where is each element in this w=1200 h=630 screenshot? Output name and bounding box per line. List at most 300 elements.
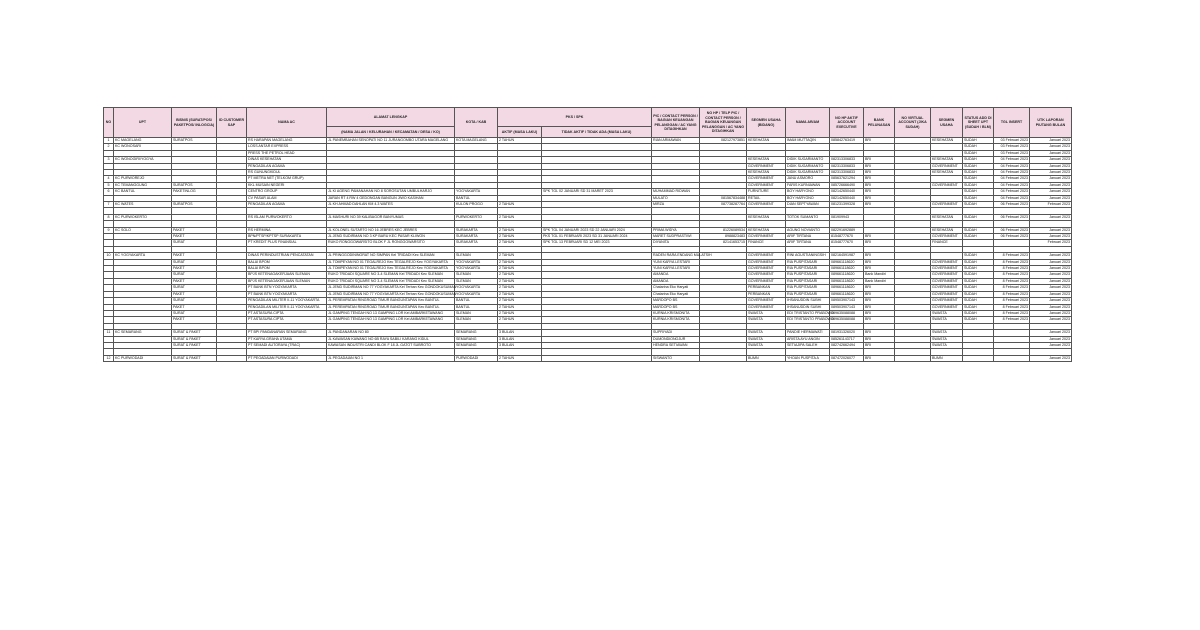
cell-alamat[interactable]: RUKO TRIDADI SQUARE NO 3-4 SLEMAN Kel TRIDADI Kec SLEMAN (327, 272, 455, 278)
cell-bank[interactable]: BRI (864, 259, 895, 265)
cell-tgl[interactable]: 04 Februari 2023 (994, 195, 1030, 201)
cell-segmen[interactable]: BUMN (931, 355, 963, 361)
cell-pic[interactable]: YUNI KARYA LESTARI (652, 259, 700, 265)
cell-no[interactable]: 5 (104, 182, 114, 188)
cell-tidak[interactable]: SPK TGL 13 FEBRUARI SD 12 MEI 2023 (542, 240, 652, 246)
cell-bank[interactable]: BRI (864, 170, 895, 176)
cell-upt[interactable]: KC WONOGIRI/YOGYA (114, 157, 172, 163)
cell-bidang[interactable]: KESEHATAN (747, 170, 786, 176)
cell-nama[interactable]: BALAI BPOM (247, 259, 327, 265)
cell-bank[interactable]: BRI (864, 285, 895, 291)
cell-alamat[interactable]: JL PEREMPATAN RINGROAD TIMUR BANGUNTAPAN Kec BANTUL (327, 298, 455, 304)
cell-pic[interactable]: MIRZA (652, 202, 700, 208)
cell-no[interactable]: 10 (104, 253, 114, 259)
cell-tgl[interactable]: 06 Februari 2023 (994, 227, 1030, 233)
cell-ar[interactable]: ARISTA AYU ANGIN (786, 336, 830, 342)
cell-ar[interactable]: TOTOK SUMANTO (786, 214, 830, 220)
cell-status[interactable]: SUDAH (963, 310, 994, 316)
cell-bidang[interactable]: GOVERNMENT (747, 298, 786, 304)
cell-nama[interactable]: PRESS THE PETROL HEAD (247, 150, 327, 156)
cell-no[interactable]: 7 (104, 202, 114, 208)
cell-segmen[interactable]: KESEHATAN (931, 170, 963, 176)
cell-hp_ar[interactable]: 085637621294 (830, 176, 864, 182)
cell-hp_ar[interactable]: 082291692889 (830, 227, 864, 233)
cell-hp_ar[interactable]: 085842763419 (830, 138, 864, 144)
cell-ar[interactable]: RIA PUSPITASARI (786, 266, 830, 272)
cell-kota[interactable]: BANTUL (455, 195, 498, 201)
cell-upt[interactable]: KC TEMANGGUNG (114, 182, 172, 188)
cell-tgl[interactable]: 03 Februari 2023 (994, 138, 1030, 144)
cell-kota[interactable]: KOTA MAGELANG (455, 138, 498, 144)
cell-tgl[interactable]: 8 Februari 2023 (994, 259, 1030, 265)
cell-bank[interactable]: BRI (864, 182, 895, 188)
cell-alamat[interactable]: JL JEND SUDIRMAN NO 77 YOGYAKARTA Kel Terban Kec GONDOKUSUMAN (328, 285, 457, 290)
cell-pic[interactable]: DUMONDIONOJUR (652, 336, 700, 342)
cell-segmen[interactable]: SWASTA (931, 330, 963, 336)
cell-tgl[interactable] (994, 355, 1030, 361)
cell-tgl[interactable]: 8 Februari 2023 (994, 298, 1030, 304)
cell-bank[interactable]: BRI (864, 163, 895, 169)
cell-alamat[interactable]: JL TOMPEYAN NO 01 TEGALREJO Kec TEGALREJO Kec YOGYAKARTA (327, 266, 455, 272)
cell-bulan[interactable]: Januari 2023 (1030, 234, 1072, 240)
cell-status[interactable]: SUDAH (963, 253, 994, 259)
cell-bulan[interactable]: Januari 2023 (1030, 304, 1072, 310)
cell-bidang[interactable]: KESEHATAN (747, 138, 786, 144)
cell-kota[interactable]: PURWOKERTO (455, 214, 498, 220)
cell-upt[interactable]: KC PURWOREJO (114, 176, 172, 182)
cell-hp_ar[interactable]: 81548777670 (830, 234, 864, 240)
cell-hp_ar[interactable]: 085726666490 (830, 182, 864, 188)
cell-bidang[interactable]: FURNITURE (747, 189, 786, 195)
cell-nama[interactable]: KKL MUSAIN NEGERI (247, 182, 327, 188)
cell-bank[interactable]: BRI (864, 266, 895, 272)
cell-hp[interactable]: 82141653715 (700, 240, 747, 246)
cell-tgl[interactable]: 8 Februari 2023 (994, 304, 1030, 310)
cell-hp_ar[interactable]: 089635088088 (830, 310, 864, 316)
cell-aktif[interactable]: 2 TAHUN (498, 285, 542, 291)
cell-hp_ar[interactable]: 089661118620 (830, 266, 864, 272)
cell-ar[interactable]: BOY HARYONO (786, 189, 830, 195)
cell-kota[interactable]: SEMARANG (455, 336, 498, 342)
cell-segmen[interactable]: GOVERNMENT (931, 298, 963, 304)
cell-bulan[interactable]: Januari 2023 (1030, 330, 1072, 336)
cell-pic[interactable]: Chatarina Eko Haryati (652, 285, 700, 291)
cell-aktif[interactable]: 2 TAHUN (498, 278, 542, 284)
cell-bank[interactable]: BRI (864, 342, 895, 348)
cell-pic[interactable]: MARET SUDPRASTIWI (652, 234, 700, 240)
cell-tgl[interactable]: 04 Februari 2023 (994, 176, 1030, 182)
cell-bank[interactable]: BRI (864, 189, 895, 195)
cell-status[interactable]: SUDAH (963, 272, 994, 278)
cell-bidang[interactable]: SWASTA (747, 317, 786, 323)
cell-nama[interactable]: BPN/PTSP/KPTSP SURAKARTA (247, 234, 327, 240)
cell-bulan[interactable]: Januari 2023 (1030, 144, 1072, 150)
cell-bank[interactable]: BRI (864, 330, 895, 336)
cell-status[interactable]: SUDAH (963, 138, 994, 144)
cell-tgl[interactable]: 04 Februari 2023 (994, 163, 1030, 169)
cell-tgl[interactable]: 04 Februari 2023 (994, 182, 1030, 188)
cell-nama[interactable]: PENGADILAN AGAMA (247, 202, 327, 208)
cell-bisnis[interactable]: SURAT & PAKET (172, 336, 217, 342)
cell-bidang[interactable]: FINANCE (747, 240, 786, 246)
cell-segmen[interactable]: KESEHATAN (931, 227, 963, 233)
cell-no[interactable]: 12 (104, 355, 114, 361)
cell-segmen[interactable]: KESEHATAN (931, 157, 963, 163)
cell-bulan[interactable]: Januari 2023 (1030, 253, 1072, 259)
cell-tgl[interactable]: 06 Februari 2023 (994, 234, 1030, 240)
cell-tgl[interactable]: 06 Februari 2023 (994, 202, 1030, 208)
cell-alamat[interactable]: JL GAMPING TENGAH NO 13 GAMPING LOR Kel AMBARKETAWANG (327, 310, 455, 316)
cell-bank[interactable]: BRI (864, 336, 895, 342)
cell-kota[interactable]: SLEMAN (455, 310, 498, 316)
cell-bidang[interactable]: RETAIL (747, 195, 786, 201)
cell-bidang[interactable]: GOVERNMENT (747, 278, 786, 284)
cell-kota[interactable]: SURAKARTA (455, 240, 498, 246)
cell-kota[interactable]: SURAKARTA (455, 234, 498, 240)
cell-upt[interactable]: KC WATES (114, 202, 172, 208)
cell-ar[interactable]: RIA PUSPITASARI (786, 285, 830, 291)
cell-kota[interactable]: PURWODADI (455, 355, 498, 361)
cell-bidang[interactable]: GOVERNMENT (747, 176, 786, 182)
cell-nama[interactable]: PENGADILAN AGAMA (247, 163, 327, 169)
cell-bidang[interactable]: KESEHATAN (747, 214, 786, 220)
cell-segmen[interactable]: KESEHATAN (931, 214, 963, 220)
cell-bulan[interactable]: Januari 2023 (1030, 336, 1072, 342)
cell-hp[interactable]: 81226089534 (700, 227, 747, 233)
cell-bisnis[interactable]: PAKET (172, 227, 217, 233)
cell-pic[interactable]: HENDRA SETIAWAN (652, 342, 700, 348)
cell-ar[interactable]: DIDIK SUGARMANTO (786, 170, 830, 176)
cell-bisnis[interactable]: SURAT & PAKET (172, 355, 217, 361)
cell-bulan[interactable]: Februari 2023 (1030, 240, 1072, 246)
cell-bulan[interactable]: Januari 2023 (1030, 170, 1072, 176)
cell-bulan[interactable]: Januari 2023 (1030, 227, 1072, 233)
cell-bulan[interactable]: Januari 2023 (1030, 182, 1072, 188)
cell-hp[interactable] (700, 355, 747, 361)
cell-hp_ar[interactable]: 085261143717 (830, 336, 864, 342)
cell-aktif[interactable]: 2 TAHUN (498, 253, 542, 259)
cell-pic[interactable]: PRIMA WIDYA (652, 227, 700, 233)
cell-segmen[interactable]: GOVERNMENT (931, 304, 963, 310)
cell-hp[interactable]: 087738287764 (700, 202, 747, 208)
cell-ar[interactable]: RIA PUSPITASARI (786, 278, 830, 284)
cell-status[interactable]: SUDAH (963, 285, 994, 291)
cell-segmen[interactable]: GOVERNMENT (931, 278, 963, 284)
cell-alamat[interactable]: RUKO TRIDADI SQUARE NO 3-4 SLEMAN Kel TRIDADI Kec SLEMAN (327, 278, 455, 284)
cell-bulan[interactable]: Februari 2023 (1030, 202, 1072, 208)
cell-status[interactable] (963, 355, 994, 361)
cell-no[interactable]: 8 (104, 214, 114, 220)
cell-bidang[interactable]: GOVERNMENT (747, 259, 786, 265)
cell-bank[interactable]: Bank Mandiri (864, 272, 895, 278)
cell-segmen[interactable]: SWASTA (931, 342, 963, 348)
cell-status[interactable]: SUDAH (963, 259, 994, 265)
cell-status[interactable]: SUDAH (963, 189, 994, 195)
cell-tgl[interactable]: 8 Februari 2023 (994, 285, 1030, 291)
cell-ar[interactable]: DIDIK SUGARMANTO (786, 157, 830, 163)
cell-bank[interactable]: BRI (864, 355, 895, 361)
cell-ar[interactable]: IMAM MUTTAQIN (786, 138, 830, 144)
cell-nama[interactable]: LOSS ANTAR EXPRESS (247, 144, 327, 150)
cell-kota[interactable]: SEMARANG (455, 330, 498, 336)
cell-bank[interactable]: BRI (864, 304, 895, 310)
cell-status[interactable]: SUDAH (963, 157, 994, 163)
cell-segmen[interactable]: GOVERNMENT (931, 259, 963, 265)
cell-status[interactable]: SUDAH (963, 182, 994, 188)
cell-bidang[interactable]: PERBANKAN (747, 285, 786, 291)
cell-nama[interactable]: DINAS PERINDUSTRIAN PENCATATAN (247, 253, 327, 259)
cell-pic[interactable]: MULATO (652, 195, 700, 201)
cell-bidang[interactable]: PERBANKAN (747, 291, 786, 297)
cell-bisnis[interactable]: PAKET (172, 317, 217, 323)
cell-upt[interactable]: KC SOLO (114, 227, 172, 233)
cell-bank[interactable]: BRI (864, 240, 895, 246)
cell-bidang[interactable]: GOVERNMENT (747, 304, 786, 310)
cell-alamat[interactable]: JL PANDANARAN NO 80 (327, 330, 455, 336)
cell-aktif[interactable]: 2 TAHUN (498, 259, 542, 265)
cell-bulan[interactable]: Januari 2023 (1030, 278, 1072, 284)
cell-status[interactable]: SUDAH (963, 278, 994, 284)
cell-kota[interactable]: BANTUL (455, 304, 498, 310)
cell-hp_ar[interactable]: 081909943 (830, 214, 864, 220)
cell-upt[interactable]: KC BANTUL (114, 189, 172, 195)
cell-bisnis[interactable]: SURAT (172, 259, 217, 265)
cell-bank[interactable]: BRI (864, 202, 895, 208)
cell-hp_ar[interactable]: 082313306833 (830, 157, 864, 163)
cell-nama[interactable]: RS HARAPAN MAGELANG (247, 138, 327, 144)
cell-hp_ar[interactable]: 087472026077 (830, 355, 864, 361)
cell-pic[interactable]: AMANDA (652, 272, 700, 278)
cell-aktif[interactable]: 2 TAHUN (498, 266, 542, 272)
cell-status[interactable]: SUDAH (963, 202, 994, 208)
cell-bank[interactable]: Bank Mandiri (864, 278, 895, 284)
cell-no[interactable]: 11 (104, 330, 114, 336)
cell-ar[interactable]: DIDIK SUGARMANTO (786, 163, 830, 169)
cell-ar[interactable]: IHSANUDDIN SUBHI (786, 304, 830, 310)
cell-alamat[interactable]: JARAN RT 4 RW 4 GEDONGAN BANGUN JIWO KASIHAN (327, 195, 455, 201)
cell-alamat[interactable]: RUKO RONGGOWARSITO BLOK F JL RONGGOWARSITO (327, 240, 455, 246)
cell-bulan[interactable]: Januari 2023 (1030, 272, 1072, 278)
cell-tgl[interactable]: 8 Februari 2023 (994, 317, 1030, 323)
cell-nama[interactable]: PT METRA NET (TELKOM GRUP) (247, 176, 327, 182)
cell-status[interactable]: SUDAH (963, 195, 994, 201)
cell-ar[interactable]: ARIF TIRTANA (786, 240, 830, 246)
cell-hp_ar[interactable]: 81548777670 (830, 240, 864, 246)
cell-segmen[interactable]: GOVERNMENT (931, 163, 963, 169)
cell-va[interactable] (895, 355, 931, 361)
cell-bank[interactable]: BRI (864, 253, 895, 259)
cell-ar[interactable]: FARIS KURNIAWAN (786, 182, 830, 188)
cell-segmen[interactable]: SWASTA (931, 336, 963, 342)
cell-kota[interactable]: KULON PROGO (455, 202, 498, 208)
cell-tidak[interactable]: SPK TGL 02 JANUARI SD 31 MARET 2023 (542, 189, 652, 195)
cell-bank[interactable]: BRI (864, 176, 895, 182)
cell-hp_ar[interactable]: 081931326020 (830, 330, 864, 336)
cell-bidang[interactable]: GOVERNMENT (747, 234, 786, 240)
cell-aktif[interactable]: 3 BULAN (498, 336, 542, 342)
cell-pic[interactable]: Chatarina Eko Haryati (652, 291, 700, 297)
cell-kota[interactable]: SLEMAN (455, 272, 498, 278)
cell-tgl[interactable]: 8 Februari 2023 (994, 278, 1030, 284)
cell-hp_ar[interactable]: 082164591987 (830, 253, 864, 259)
cell-tgl[interactable]: 04 Februari 2023 (994, 189, 1030, 195)
cell-ar[interactable]: RINI AGUSTIANINGSIH (786, 253, 830, 259)
cell-nama[interactable]: PT BANK BTN YOGYAKARTA (247, 291, 327, 297)
cell-aktif[interactable]: 2 TAHUN (498, 227, 542, 233)
cell-alamat[interactable]: JL MASHURI NO 39 KALIBAGOR BANYUMAS (327, 214, 455, 220)
cell-tgl[interactable]: 04 Februari 2023 (994, 170, 1030, 176)
cell-status[interactable]: SUDAH (963, 227, 994, 233)
cell-status[interactable]: SUDAH (963, 176, 994, 182)
cell-kota[interactable]: YOGYAKARTA (455, 259, 498, 265)
cell-bidang[interactable]: GOVERNMENT (747, 266, 786, 272)
cell-hp_ar[interactable]: 082142650440 (830, 195, 864, 201)
cell-pic[interactable]: AMANDA (652, 278, 700, 284)
cell-bisnis[interactable]: PAKET (172, 278, 217, 284)
cell-bisnis[interactable]: PAKET (172, 234, 217, 240)
cell-hp_ar[interactable]: 082742662494 (830, 342, 864, 348)
cell-kota[interactable]: YOGYAKARTA (455, 285, 498, 291)
cell-nama[interactable]: BALAI BPOM (247, 266, 327, 272)
cell-bidang[interactable]: GOVERNMENT (747, 253, 786, 259)
cell-bisnis[interactable]: PAKET (172, 253, 217, 259)
cell-ar[interactable]: IHSANUDDIN SUBHI (786, 298, 830, 304)
cell-kota[interactable]: YOGYAKARTA (455, 291, 498, 297)
cell-kota[interactable]: YOGYAKARTA (455, 189, 498, 195)
cell-nama[interactable]: PT SEMADI AUTORAYA (TRAC) (247, 342, 327, 348)
cell-aktif[interactable]: 3 BULAN (498, 342, 542, 348)
cell-hp_ar[interactable]: 089661118620 (830, 272, 864, 278)
cell-bulan[interactable]: Januari 2023 (1030, 214, 1072, 220)
cell-segmen[interactable]: GOVERNMENT (931, 182, 963, 188)
cell-aktif[interactable]: 2 TAHUN (498, 202, 542, 208)
cell-tgl[interactable]: 03 Februari 2023 (994, 150, 1030, 156)
cell-upt[interactable]: KC SEMARANG (114, 330, 172, 336)
cell-ar[interactable]: RIA PUSPITASARI (786, 259, 830, 265)
cell-hp_ar[interactable]: 089661118620 (830, 285, 864, 291)
cell-aktif[interactable]: 2 TAHUN (498, 214, 542, 220)
cell-nama[interactable]: RS GUNUNGKIDUL (247, 170, 327, 176)
cell-bank[interactable]: BRI (864, 298, 895, 304)
cell-hp_ar[interactable]: 082313306833 (830, 163, 864, 169)
cell-aktif[interactable]: 3 BULAN (498, 330, 542, 336)
cell-ar[interactable]: PANDIE HERMAWATI (786, 330, 830, 336)
cell-status[interactable]: SUDAH (963, 214, 994, 220)
cell-aktif[interactable]: 2 TAHUN (498, 298, 542, 304)
cell-segmen[interactable]: GOVERNMENT (931, 291, 963, 297)
cell-nama[interactable]: PT KREDIT PLUS FINANSIAL (247, 240, 327, 246)
cell-bisnis[interactable]: SURAT (172, 240, 217, 246)
cell-bank[interactable]: BRI (864, 195, 895, 201)
cell-segmen[interactable]: GOVERNMENT (931, 266, 963, 272)
cell-pic[interactable]: DIYANITA (652, 240, 700, 246)
cell-alamat[interactable]: JL KI AGENG PAMANAHAN NO 8 SOROSUTAN UMBULHARJO (327, 189, 455, 195)
cell-segmen[interactable]: GOVERNMENT (931, 272, 963, 278)
cell-segmen[interactable]: GOVERNMENT (931, 285, 963, 291)
cell-bisnis[interactable]: PAKET (172, 266, 217, 272)
cell-bulan[interactable]: Januari 2023 (1030, 317, 1072, 323)
cell-segmen[interactable]: GOVERNMENT (931, 234, 963, 240)
cell-bisnis[interactable]: PAKETINLOG (172, 189, 217, 195)
cell-nama[interactable]: CV PASAR ALAM (247, 195, 327, 201)
cell-nama[interactable]: PT KARYA GRAHA UTAMA (247, 336, 327, 342)
cell-ar[interactable]: RIA PUSPITASARI (786, 291, 830, 297)
cell-hp_ar[interactable]: 089661118620 (830, 278, 864, 284)
cell-nama[interactable]: PT BANK BTN YOGYAKARTA (247, 285, 327, 291)
cell-segmen[interactable]: SWASTA (931, 317, 963, 323)
cell-bidang[interactable]: KESEHATAN (747, 227, 786, 233)
cell-alamat[interactable]: JL PRINGGODININGRAT NO SIMPAN Kel TRIDADI Kec SLEMAN (327, 253, 455, 259)
cell-tgl[interactable]: 04 Februari 2023 (994, 157, 1030, 163)
cell-upt[interactable]: KC PURWOKERTO (114, 214, 172, 220)
cell-hp_ar[interactable]: 081231399328 (830, 202, 864, 208)
cell-hp_ar[interactable]: 089661118620 (830, 259, 864, 265)
cell-ar[interactable]: AGUNG NOVIANTO (786, 227, 830, 233)
cell-aktif[interactable]: 2 TAHUN (498, 304, 542, 310)
cell-no[interactable]: 9 (104, 227, 114, 233)
cell-pic[interactable]: KURNIA KRISMONITA (652, 317, 700, 323)
cell-hp_ar[interactable]: 089503907143 (830, 298, 864, 304)
cell-alamat[interactable]: JL GAMPING TENGAH NO 13 GAMPING LOR Kel AMBARKETAWANG (327, 317, 455, 323)
cell-nama[interactable]: PT BPI PANDANARAN SEMARANG (247, 330, 327, 336)
cell-bisnis[interactable]: SURAT (172, 298, 217, 304)
cell-bank[interactable]: BRI (864, 157, 895, 163)
cell-tidak[interactable]: SPK TGL 04 JANUARI 2023 SD 22 JANUARI 2024 (542, 227, 652, 233)
cell-hp[interactable]: 081567834488 (700, 195, 747, 201)
cell-ar[interactable]: RIA PUSPITASARI (786, 272, 830, 278)
cell-hp[interactable]: 8988823483 (700, 234, 747, 240)
cell-bank[interactable]: BRI (864, 310, 895, 316)
cell-kota[interactable]: SLEMAN (455, 278, 498, 284)
cell-hp_ar[interactable]: 089635088088 (830, 317, 864, 323)
cell-aktif[interactable]: 2 TAHUN (498, 272, 542, 278)
cell-pic[interactable]: RADEN RARA ENDANG MULATSIH (653, 253, 712, 258)
cell-pic[interactable]: SISWANTO (652, 355, 700, 361)
cell-aktif[interactable]: 2 TAHUN (498, 138, 542, 144)
cell-ar[interactable]: ARIF TIRTANA (786, 234, 830, 240)
cell-segmen[interactable]: FINANCE (931, 240, 963, 246)
cell-no[interactable]: 1 (104, 138, 114, 144)
cell-tidak[interactable]: PKS TGL 01 FEBRUARI 2023 SD 31 JANUARI 2024 (542, 234, 652, 240)
cell-tgl[interactable]: 8 Februari 2023 (994, 291, 1030, 297)
cell-bulan[interactable]: Januari 2023 (1030, 163, 1072, 169)
cell-status[interactable]: SUDAH (963, 317, 994, 323)
cell-upt[interactable]: KC MAGELANG (114, 138, 172, 144)
cell-bidang[interactable]: BUMN (747, 355, 786, 361)
cell-alamat[interactable]: JL PANEMBAHAN SENOPATI NO 11 JURANGOMBO UTARA MAGELANG (327, 138, 455, 144)
cell-bidang[interactable]: GOVERNMENT (747, 182, 786, 188)
cell-hp_ar[interactable]: 082142650440 (830, 189, 864, 195)
cell-bidang[interactable]: GOVERNMENT (747, 202, 786, 208)
cell-bulan[interactable]: Januari 2023 (1030, 355, 1072, 361)
cell-bisnis[interactable]: PAKET (172, 291, 217, 297)
cell-upt[interactable]: KC PURWODADI (114, 355, 172, 361)
cell-upt[interactable]: KC YOGYAKARTA (114, 253, 172, 259)
cell-aktif[interactable]: 2 TAHUN (498, 310, 542, 316)
cell-kota[interactable]: BANTUL (455, 298, 498, 304)
cell-alamat[interactable]: JL PEGADAIAN NO 1 (327, 355, 455, 361)
cell-bulan[interactable]: Januari 2023 (1030, 298, 1072, 304)
cell-alamat[interactable]: JL KH AHMAD DAHLAN KM 4.3 WATES (327, 202, 455, 208)
cell-bank[interactable]: BRI (864, 234, 895, 240)
cell-bulan[interactable]: Januari 2023 (1030, 291, 1072, 297)
cell-no[interactable]: 3 (104, 157, 114, 163)
cell-tgl[interactable]: 8 Februari 2023 (994, 253, 1030, 259)
cell-aktif[interactable]: 2 TAHUN (498, 291, 542, 297)
cell-nama[interactable]: PENGADILAN MILITER II-11 YOGYAKARTA (247, 298, 327, 304)
cell-hp[interactable]: 082127973851 (700, 138, 747, 144)
cell-alamat[interactable]: JL KOLONEL SUTARTO NO 16 JEBRES KEC JEBRES (327, 227, 455, 233)
